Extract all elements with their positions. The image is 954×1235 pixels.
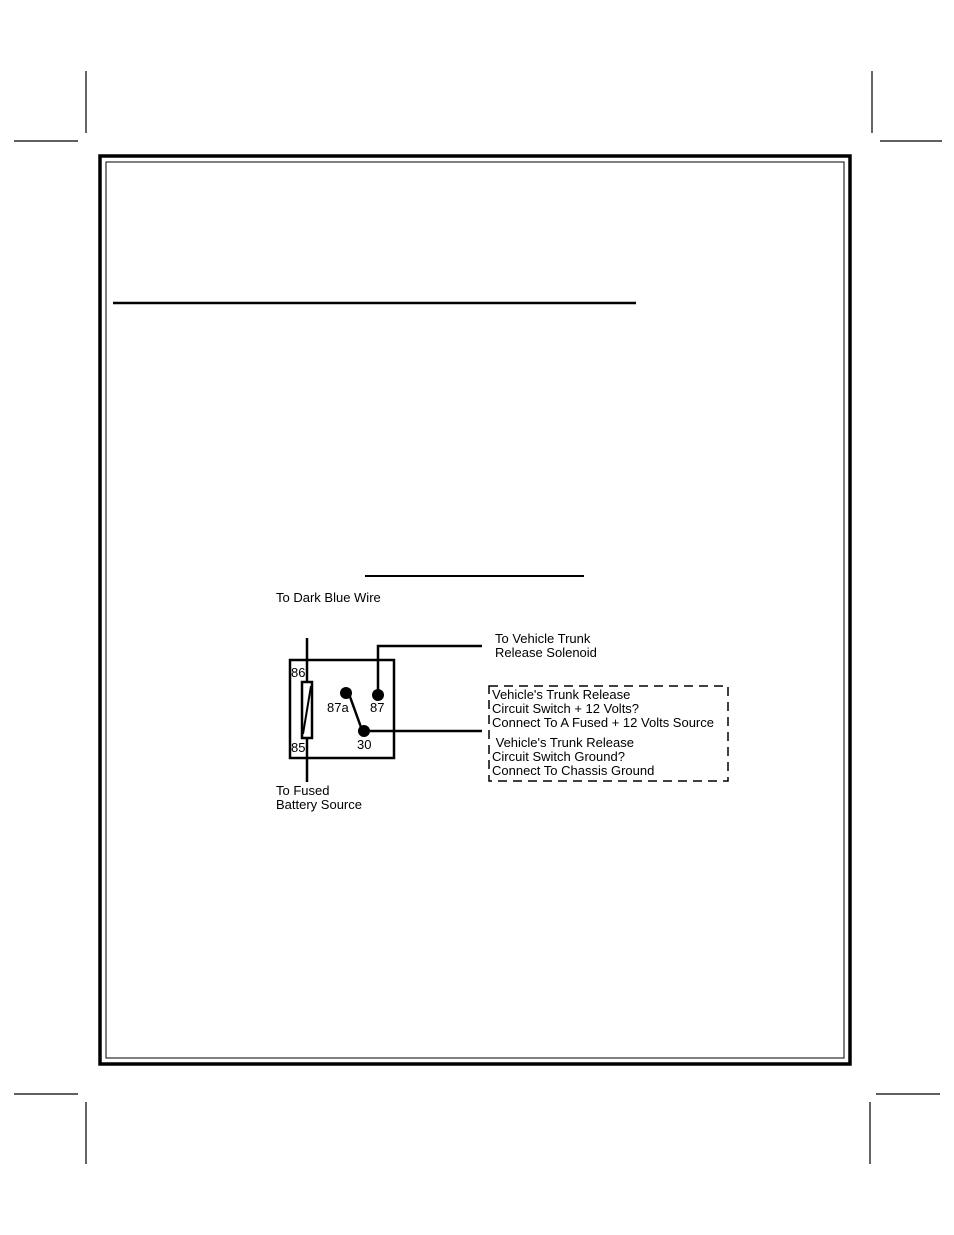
note-ground-line2: Circuit Switch Ground? (492, 749, 625, 764)
label-battery-line1: To Fused (276, 783, 330, 798)
note-positive-line1: Vehicle's Trunk Release (492, 687, 631, 702)
pin-30-label: 30 (357, 737, 372, 752)
note-positive-line3: Connect To A Fused + 12 Volts Source (492, 715, 714, 730)
note-ground-line1: Vehicle's Trunk Release (492, 735, 634, 750)
label-solenoid-line2: Release Solenoid (495, 645, 597, 660)
crop-marks (14, 71, 942, 1164)
page-frame-outer (100, 156, 850, 1064)
label-battery-line2: Battery Source (276, 797, 362, 812)
label-dark-blue-wire: To Dark Blue Wire (276, 590, 381, 605)
pin-85-label: 85 (291, 740, 306, 755)
pin-86-label: 86 (291, 665, 306, 680)
relay-wiring-diagram (276, 590, 728, 812)
pin-87a-label: 87a (327, 700, 349, 715)
switch-arm (349, 694, 362, 730)
note-ground-line3: Connect To Chassis Ground (492, 763, 655, 778)
label-solenoid-line1: To Vehicle Trunk (495, 631, 591, 646)
pin-87-label: 87 (370, 700, 385, 715)
page-frame-inner (106, 162, 844, 1058)
note-positive-line2: Circuit Switch + 12 Volts? (492, 701, 640, 716)
